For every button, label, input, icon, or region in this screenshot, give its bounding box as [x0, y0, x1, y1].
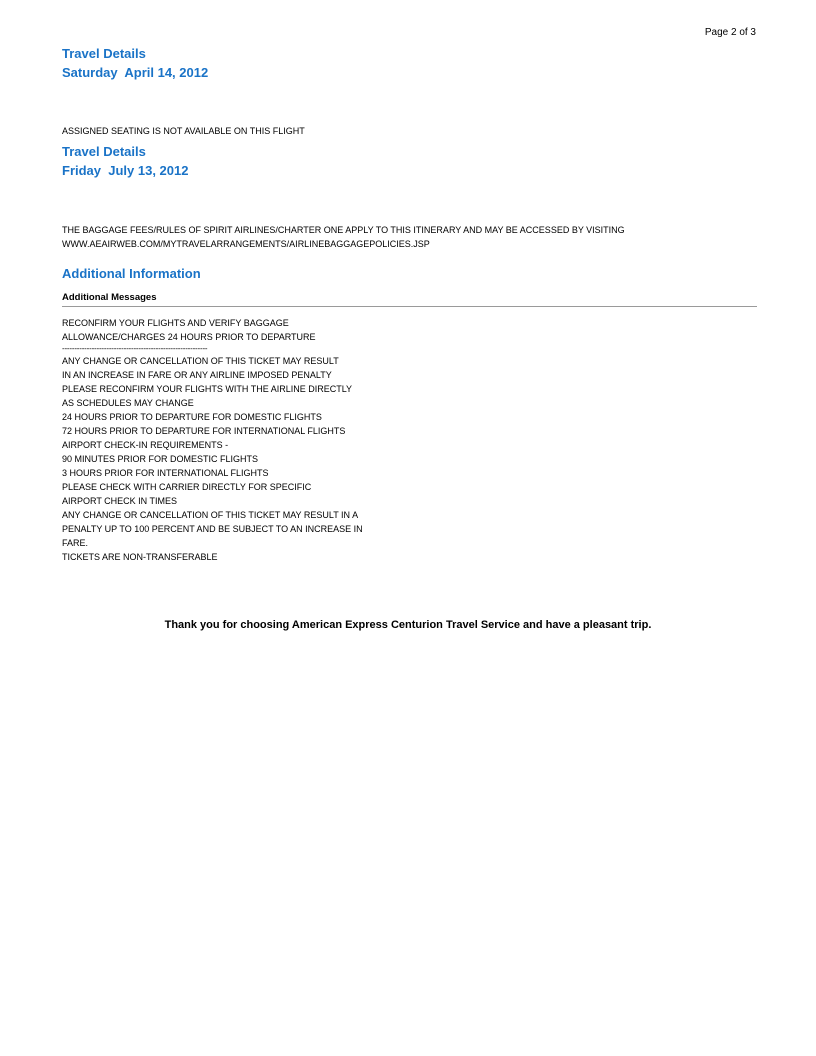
message-line: TICKETS ARE NON-TRANSFERABLE	[62, 552, 218, 562]
message-line: ALLOWANCE/CHARGES 24 HOURS PRIOR TO DEPARTURE	[62, 332, 316, 342]
travel-details-title: Travel Details	[62, 144, 146, 159]
message-line: ANY CHANGE OR CANCELLATION OF THIS TICKET MAY RESULT	[62, 356, 339, 366]
message-line: AIRPORT CHECK-IN REQUIREMENTS -	[62, 440, 229, 450]
travel-details-header-1	[62, 44, 208, 82]
message-line: PLEASE CHECK WITH CARRIER DIRECTLY FOR SPECIFIC	[62, 482, 312, 492]
page-number: Page 2 of 3	[704, 27, 756, 38]
additional-information-title: Additional Information	[62, 266, 201, 281]
additional-messages-list	[62, 316, 363, 564]
message-line: AIRPORT CHECK IN TIMES	[62, 496, 178, 506]
message-line: 72 HOURS PRIOR TO DEPARTURE FOR INTERNATIONAL FLIGHTS	[62, 426, 346, 436]
section-divider	[62, 306, 757, 307]
travel-details-header-2	[62, 142, 188, 180]
baggage-policy-url: WWW.AEAIRWEB.COM/MYTRAVELARRANGEMENTS/AIRLINEBAGGAGEPOLICIES.JSP	[62, 239, 430, 249]
seating-note: ASSIGNED SEATING IS NOT AVAILABLE ON THIS FLIGHT	[62, 126, 305, 136]
message-line: 90 MINUTES PRIOR FOR DOMESTIC FLIGHTS	[62, 454, 259, 464]
closing-message: Thank you for choosing American Express Centurion Travel Service and have a pleasant trip.	[164, 619, 652, 631]
message-line: IN AN INCREASE IN FARE OR ANY AIRLINE IMPOSED PENALTY	[62, 370, 332, 380]
message-line: AS SCHEDULES MAY CHANGE	[62, 398, 194, 408]
message-separator: -----------------------------------------------------------	[62, 344, 208, 353]
message-line: PLEASE RECONFIRM YOUR FLIGHTS WITH THE AIRLINE DIRECTLY	[62, 384, 353, 394]
message-line: RECONFIRM YOUR FLIGHTS AND VERIFY BAGGAGE	[62, 318, 289, 328]
baggage-note	[62, 223, 625, 251]
baggage-note-line: THE BAGGAGE FEES/RULES OF SPIRIT AIRLINES/CHARTER ONE APPLY TO THIS ITINERARY AND MAY BE ACCESSED BY VISITING	[62, 225, 625, 235]
travel-date: Friday July 13, 2012	[62, 163, 189, 178]
additional-messages-subtitle: Additional Messages	[62, 292, 157, 303]
message-line: ANY CHANGE OR CANCELLATION OF THIS TICKET MAY RESULT IN A	[62, 510, 359, 520]
message-line: PENALTY UP TO 100 PERCENT AND BE SUBJECT TO AN INCREASE IN	[62, 524, 363, 534]
message-line: FARE.	[62, 538, 89, 548]
message-line: 3 HOURS PRIOR FOR INTERNATIONAL FLIGHTS	[62, 468, 269, 478]
message-line: 24 HOURS PRIOR TO DEPARTURE FOR DOMESTIC FLIGHTS	[62, 412, 322, 422]
travel-details-title: Travel Details	[62, 46, 146, 61]
travel-date: Saturday April 14, 2012	[62, 65, 209, 80]
